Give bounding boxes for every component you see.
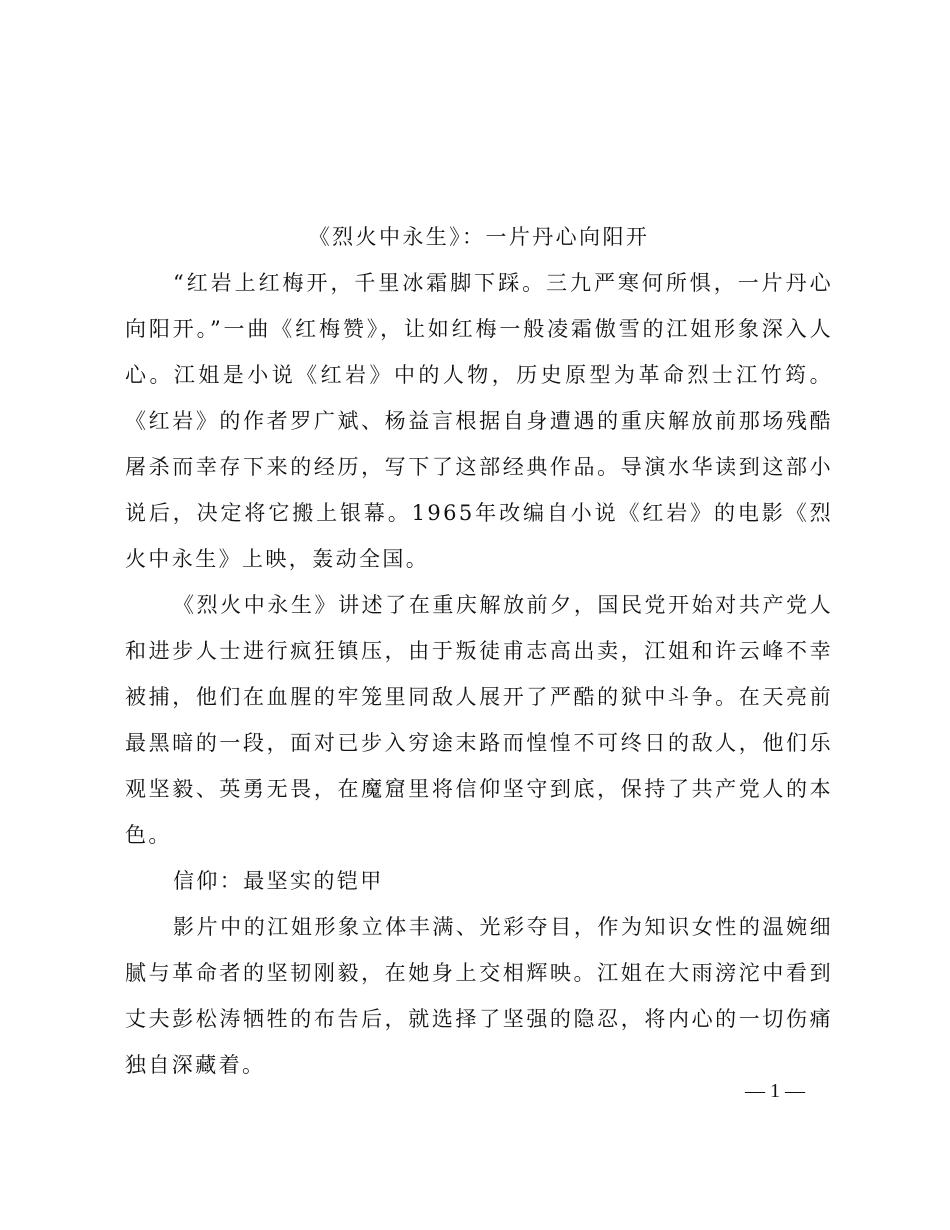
paragraph-plot: 《烈火中永生》讲述了在重庆解放前夕，国民党开始对共产党人和进步人士进行疯狂镇压，由于叛徒甫志高出卖，江姐和许云峰不幸被捕，他们在血腥的牢笼里同敌人展开了严酷的狱中斗争。在天亮前最黑暗的一段，面对已步入穷途末路而惶惶不可终日的敌人，他们乐观坚毅、英勇无畏，在魔窟里将信仰坚守到底，保持了共产党人的本色。	[125, 593, 833, 847]
article-title: 《烈火中永生》：一片丹心向阳开	[308, 225, 650, 249]
paragraph-character: 影片中的江姐形象立体丰满、光彩夺目，作为知识女性的温婉细腻与革命者的坚韧刚毅，在她身上交相辉映。江姐在大雨滂沱中看到丈夫彭松涛牺牲的布告后，就选择了坚强的隐忍，将内心的一切伤痛独自深藏着。	[125, 915, 833, 1077]
page-number: — 1 —	[745, 1080, 805, 1102]
paragraph-intro: “红岩上红梅开，千里冰霜脚下踩。三九严寒何所惧，一片丹心向阳开。”一曲《红梅赞》，让如红梅一般凌霜傲雪的江姐形象深入人心。江姐是小说《红岩》中的人物，历史原型为革命烈士江竹筠。《红岩》的作者罗广斌、杨益言根据自身遭遇的重庆解放前那场残酷屠杀而幸存下来的经历，写下了这部经典作品。导演水华读到这部小说后，决定将它搬上银幕。1965年改编自小说《红岩》的电影《烈火中永生》上映，轰动全国。	[125, 271, 833, 571]
document-body	[125, 214, 833, 1088]
section-subheading: 信仰：最坚实的铠甲	[173, 869, 384, 893]
